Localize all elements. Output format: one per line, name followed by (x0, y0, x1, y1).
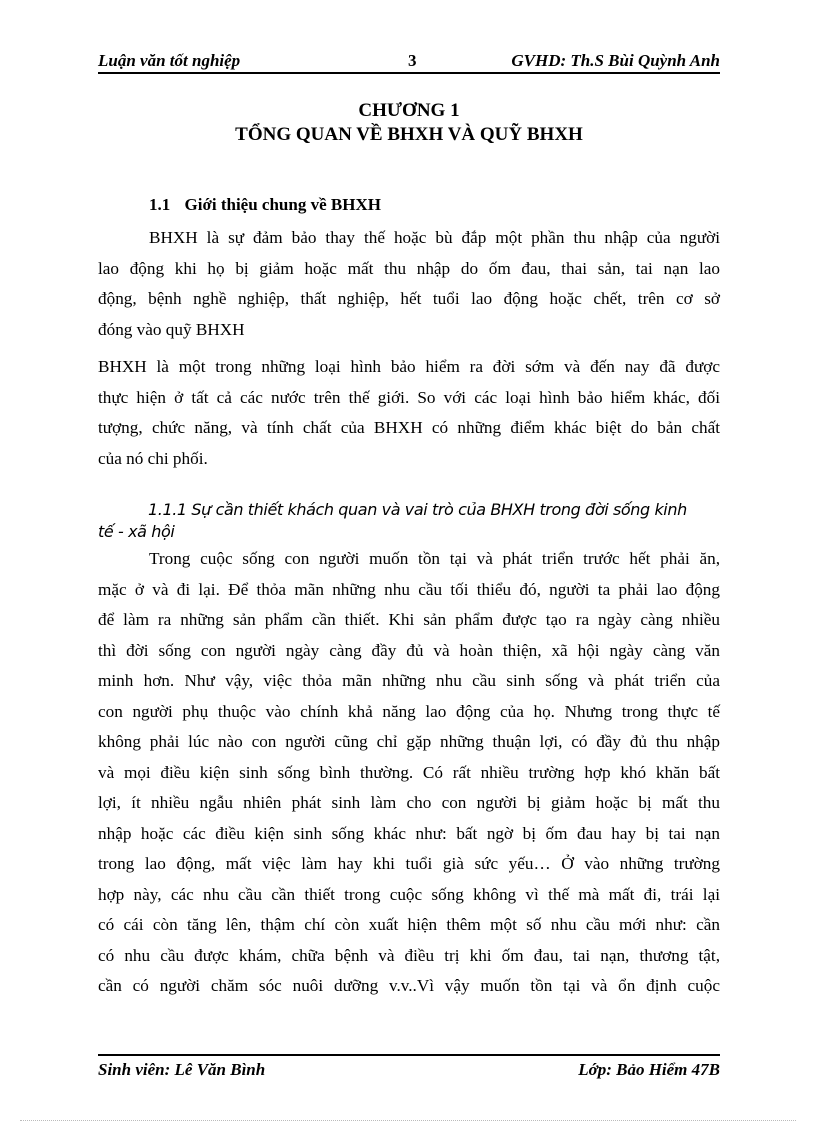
text-line: mặc ở và đi lại. Để thỏa mãn những nhu cầu tối thiểu đó, người ta phải lao động (98, 579, 720, 599)
chapter-number: CHƯƠNG 1 (358, 100, 460, 121)
text-line: tượng, chức năng, và tính chất của BHXH có những điểm khác biệt do bản chất (98, 418, 720, 437)
text-line: thực hiện ở tất cả các nước trên thế giới. So với các loại hình bảo hiểm khác, đối (98, 387, 720, 407)
subsection-heading (98, 499, 720, 543)
text-line: lợi, ít nhiều ngẫu nhiên phát sinh làm cho con người bị giảm hoặc bị mất thu (98, 793, 720, 812)
text-line: không phải lúc nào con người cũng chỉ gặp những thuận lợi, có đầy đủ thu nhập (98, 732, 720, 751)
text-line: trong lao động, mất việc làm hay khi tuổi già sức yếu… Ở vào những trường (98, 854, 720, 873)
page-footer (98, 1054, 720, 1080)
text-line: của nó chi phối. (98, 448, 208, 468)
text-line: hợp này, các nhu cầu cần thiết trong cuộc sống không vì thế mà mất đi, trái lại (98, 884, 720, 904)
text-line: lao động khi họ bị giảm hoặc mất thu nhập do ốm đau, thai sản, tai nạn lao (98, 258, 720, 278)
text-line: minh hơn. Như vậy, việc thỏa mãn những nhu cầu sinh sống và phát triển của (98, 671, 720, 690)
text-line: thì đời sống con người ngày càng đầy đủ và hoàn thiện, xã hội ngày càng văn (98, 640, 720, 660)
section-title: Giới thiệu chung về BHXH (184, 195, 381, 214)
text-line: Trong cuộc sống con người muốn tồn tại và phát triển trước hết phải ăn, (149, 549, 720, 568)
text-line: có nhu cầu được khám, chữa bệnh và điều trị khi ốm đau, tai nạn, thương tật, (98, 945, 720, 965)
student-label: Sinh viên: Lê Văn Bình (98, 1060, 266, 1079)
subsection-title-line: 1.1.1 Sự cần thiết khách quan và vai trò của BHXH trong đời sống kinh (148, 500, 687, 519)
paragraph-definition (98, 223, 720, 345)
text-line: nhập hoặc các điều kiện sinh sống khác như: bất ngờ bị ốm đau hay bị tai nạn (98, 823, 720, 843)
page-number: 3 (408, 51, 417, 70)
text-line: và mọi điều kiện sinh sống bình thường. Có rất nhiều trường hợp khó khăn bất (98, 762, 720, 782)
page-edge-divider (20, 1120, 796, 1121)
text-line: con người phụ thuộc vào chính khả năng lao động của họ. Nhưng trong thực tế (98, 701, 720, 721)
section-number: 1.1 (149, 195, 171, 214)
thesis-label: Luận văn tốt nghiệp (98, 51, 241, 70)
text-line: động, bệnh nghề nghiệp, thất nghiệp, hết tuổi lao động hoặc chết, trên cơ sở (98, 289, 720, 308)
text-line: BHXH là sự đảm bảo thay thế hoặc bù đắp một phần thu nhập của người (149, 228, 720, 247)
text-line: đóng vào quỹ BHXH (98, 319, 245, 339)
chapter-heading (98, 99, 720, 147)
paragraph-history (98, 352, 720, 474)
chapter-title: TỔNG QUAN VỀ BHXH VÀ QUỸ BHXH (235, 124, 583, 145)
section-heading (149, 195, 381, 215)
advisor-label: GVHD: Th.S Bùi Quỳnh Anh (511, 51, 720, 70)
text-line: cần có người chăm sóc nuôi dưỡng v.v..Vì vậy muốn tồn tại và ổn định cuộc (98, 976, 720, 995)
page-header (98, 49, 720, 74)
paragraph-necessity (98, 544, 720, 1002)
class-label: Lớp: Bảo Hiểm 47B (578, 1060, 720, 1079)
subsection-title-line: tế - xã hội (98, 522, 175, 541)
text-line: có cái còn tăng lên, thậm chí còn xuất hiện thêm một số nhu cầu mới như: cần (98, 915, 720, 934)
text-line: BHXH là một trong những loại hình bảo hiểm ra đời sớm và đến nay đã được (98, 357, 720, 376)
text-line: để làm ra những sản phẩm cần thiết. Khi sản phẩm được tạo ra ngày càng nhiều (98, 610, 720, 629)
